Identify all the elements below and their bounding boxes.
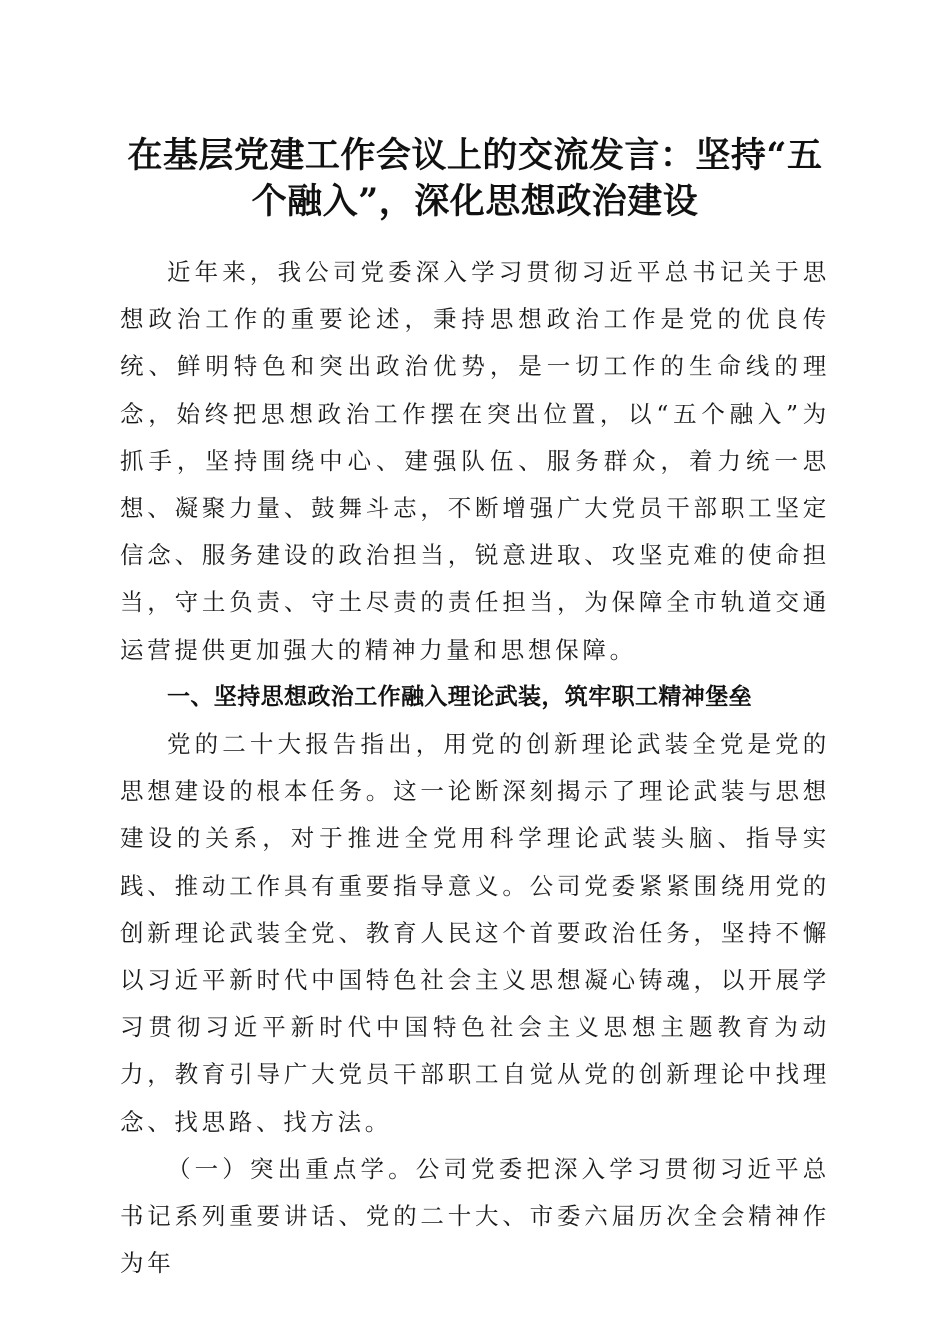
section-paragraph: 党的二十大报告指出，用党的创新理论武装全党是党的思想建设的根本任务。这一论断深刻揭示了理论武装与思想建设的关系，对于推进全党用科学理论武装头脑、指导实践、推动工作具有重要指导意义。公司党委紧紧围绕用党的创新理论武装全党、教育人民这个首要政治任务，坚持不懈以习近平新时代中国特色社会主义思想凝心铸魂，以开展学习贯彻习近平新时代中国特色社会主义思想主题教育为动力，教育引导广大党员干部职工自觉从党的创新理论中找理念、找思路、找方法。	[120, 730, 830, 1136]
document-body	[120, 249, 830, 1287]
section-heading: 一、坚持思想政治工作融入理论武装，筑牢职工精神堡垒	[167, 683, 752, 710]
intro-paragraph: 近年来，我公司党委深入学习贯彻习近平总书记关于思想政治工作的重要论述，秉持思想政治工作是党的优良传统、鲜明特色和突出政治优势，是一切工作的生命线的理念，始终把思想政治工作摆在突出位置，以“五个融入”为抓手，坚持围绕中心、建强队伍、服务群众，着力统一思想、凝聚力量、鼓舞斗志，不断增强广大党员干部职工坚定信念、服务建设的政治担当，锐意进取、攻坚克难的使命担当，守土负责、守土尽责的责任担当，为保障全市轨道交通运营提供更加强大的精神力量和思想保障。	[120, 258, 830, 664]
document-title: 在基层党建工作会议上的交流发言：坚持“五个融入”，深化思想政治建设	[127, 135, 823, 222]
subsection-paragraph	[120, 1146, 830, 1288]
subsection-text: 公司党委把深入学习贯彻习近平总书记系列重要讲话、党的二十大、市委六届历次全会精神作为年	[120, 1154, 830, 1278]
subsection-label: （一）突出重点学。	[167, 1154, 416, 1183]
